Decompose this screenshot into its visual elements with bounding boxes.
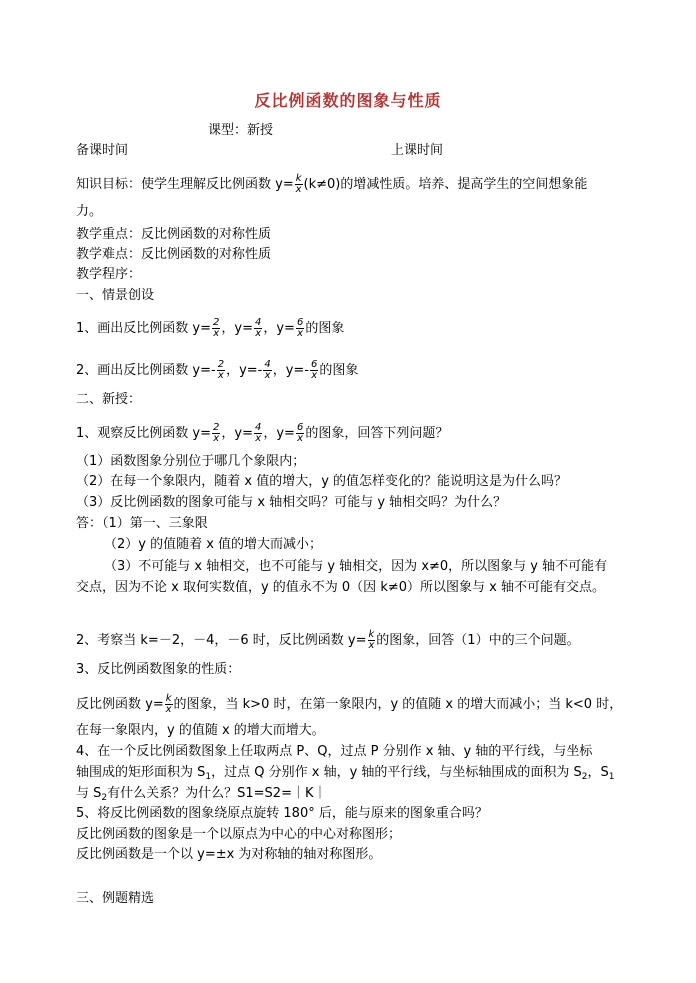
fraction-numerator: 6 [296,317,304,328]
fraction-numerator: k [295,173,302,184]
text: 轴围成的矩形面积为 S [76,765,206,780]
fraction-numerator: 2 [213,422,220,433]
fraction-denominator: x [165,704,172,715]
fraction-6-over-x [296,318,304,339]
fraction-numerator: 2 [217,359,225,370]
fraction-2-over-x [212,318,220,339]
section-2-question-3: 3、反比例函数图象的性质： [76,662,241,677]
fraction-denominator: x [368,640,375,651]
fraction-denominator: x [311,370,318,381]
text: 的图象，当 k>0 时，在第一象限内，y 的值随 x 的增大而减小；当 k<0 时， [173,697,623,712]
prep-time: 备课时间 [76,143,129,158]
fraction-numerator: 6 [311,359,318,370]
section-3-heading: 三、例题精选 [76,891,155,906]
axial-symmetry-note: 反比例函数是一个以 y=±x 为对称轴的轴对称图形。 [76,847,382,862]
teaching-focus: 教学重点：反比例函数的对称性质 [76,227,272,242]
fraction-numerator: 4 [254,422,262,433]
knowledge-goal-cont: 力。 [76,204,103,219]
text: 的图象，回答下列问题？ [305,426,449,441]
fraction-4-over-x [254,318,262,339]
fraction-denominator: x [213,433,220,444]
property-statement [76,694,622,715]
fraction-6-over-x [310,360,318,381]
section-2-question-2 [76,630,580,651]
teaching-procedure: 教学程序： [76,267,142,282]
subscript: 2 [581,772,588,782]
section-2-question-4: 4、在一个反比例函数图象上任取两点 P、Q，过点 P 分别作 x 轴、y 轴的平行线，与坐标 [76,744,593,759]
text: 2、画出反比例函数 y=- [76,363,216,378]
text: ，y=- [226,363,263,378]
fraction-denominator: x [255,433,262,444]
knowledge-goal [76,174,587,195]
fraction-numerator: k [368,629,375,640]
property-statement-cont: 在每一象限内，y 的值随 x 的增大而增大。 [76,723,325,738]
class-time: 上课时间 [391,143,444,158]
fraction-numerator: 4 [254,317,262,328]
question-c: （3）反比例函数的图象可能与 x 轴相交吗？可能与 y 轴相交吗？为什么？ [76,495,507,510]
text: 1、画出反比例函数 y= [76,321,211,336]
answer-1: 答：（1）第一、三象限 [76,516,208,531]
subscript: 1 [205,772,212,782]
text: ，y= [221,321,253,336]
fraction-denominator: x [255,328,262,339]
section-2-question-4-cont [76,764,615,786]
section-1-question-2 [76,360,358,381]
fraction-denominator: x [264,370,271,381]
text: ，y= [263,426,295,441]
text: 的图象 [319,363,359,378]
fraction-numerator: 6 [296,422,304,433]
answer-3-cont: 交点，因为不论 x 取何实数值，y 的值永不为 0（因 k≠0）所以图象与 x 轴不可能有交点。 [76,580,605,595]
text: ，y= [221,426,253,441]
fraction-numerator: 4 [264,359,271,370]
fraction-2-over-x [212,423,220,444]
text: ，y= [263,321,295,336]
subscript: 1 [608,772,615,782]
section-1-question-1 [76,318,344,339]
answer-2: （2）y 的值随着 x 值的增大而减小； [104,537,323,552]
teaching-difficulty: 教学难点：反比例函数的对称性质 [76,247,272,262]
fraction-numerator: 2 [213,317,220,328]
fraction-k-over-x [368,630,376,651]
section-2-question-1 [76,423,448,444]
fraction-denominator: x [213,328,220,339]
question-b: （2）在每一个象限内，随着 x 值的增大，y 的值怎样变化的？能说明这是为什么吗？ [76,474,568,489]
question-a: （1）函数图象分别位于哪几个象限内； [76,454,306,469]
goal-prefix: 知识目标：使学生理解反比例函数 y= [76,177,294,192]
text: 2、考察当 k=－2，－4，－6 时，反比例函数 y= [76,633,367,648]
fraction-k-over-x [165,694,173,715]
text: 反比例函数 y= [76,697,164,712]
fraction-denominator: x [297,328,304,339]
fraction-2-over-x [217,360,225,381]
fraction-denominator: x [217,370,224,381]
section-2-question-5: 5、将反比例函数的图象绕原点旋转 180° 后，能与原来的图象重合吗？ [76,806,488,821]
text: ，S [587,765,609,780]
text: 的图象 [305,321,345,336]
section-2-question-4-end [76,785,326,807]
lesson-type: 课型：新授 [208,123,274,138]
goal-suffix: (k≠0)的增减性质。培养、提高学生的空间想象能 [303,177,588,192]
text: 的图象，回答（1）中的三个问题。 [376,633,580,648]
text: ，y=- [272,363,309,378]
central-symmetry-note: 反比例函数的图象是一个以原点为中心的中心对称图形； [76,827,402,842]
text: 1、观察反比例函数 y= [76,426,211,441]
fraction-6-over-x [296,423,304,444]
fraction-4-over-x [254,423,262,444]
text: 有什么关系？为什么？S1=S2=｜K｜ [107,786,327,801]
page-title: 反比例函数的图象与性质 [254,91,442,110]
subscript: 2 [101,793,108,803]
text: 与 S [76,786,102,801]
fraction-denominator: x [295,184,302,195]
fraction-denominator: x [297,433,304,444]
text: ，过点 Q 分别作 x 轴，y 轴的平行线，与坐标轴围成的面积为 S [211,765,582,780]
fraction-4-over-x [263,360,271,381]
fraction-numerator: k [165,693,172,704]
section-2-heading: 二、新授： [76,392,142,407]
section-1-heading: 一、情景创设 [76,288,155,303]
fraction-k-over-x [295,174,303,195]
answer-3: （3）不可能与 x 轴相交，也不可能与 y 轴相交，因为 x≠0，所以图象与 y 轴不可能有 [104,559,608,574]
